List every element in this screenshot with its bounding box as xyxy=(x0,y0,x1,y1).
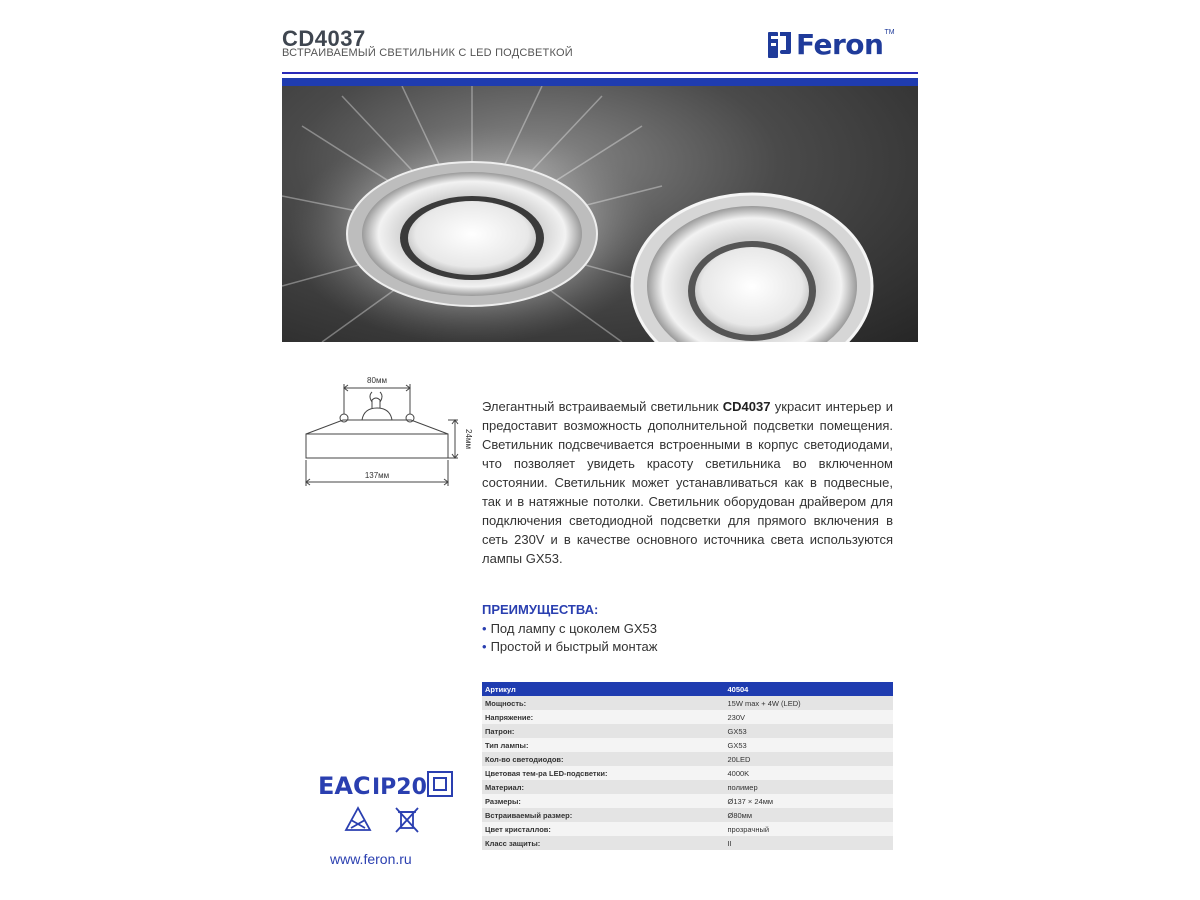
dimension-diagram xyxy=(298,372,473,497)
spec-label: Материал: xyxy=(482,780,688,794)
height-dimension-label: 24мм xyxy=(464,429,473,449)
brand-name: Feron xyxy=(796,28,884,61)
table-row xyxy=(482,822,893,836)
spec-value: II xyxy=(688,836,894,850)
spec-value: GX53 xyxy=(688,738,894,752)
spec-value: GX53 xyxy=(688,724,894,738)
spec-value: 4000K xyxy=(688,766,894,780)
bullet-icon: • xyxy=(482,639,487,654)
table-row xyxy=(482,794,893,808)
spec-label: Патрон: xyxy=(482,724,688,738)
spec-label: Класс защиты: xyxy=(482,836,688,850)
advantages-title: ПРЕИМУЩЕСТВА: xyxy=(482,602,599,617)
ip-rating: IP20 xyxy=(372,775,427,800)
bullet-icon: • xyxy=(482,621,487,636)
class-ii-icon xyxy=(428,772,452,796)
website-link[interactable]: www.feron.ru xyxy=(330,851,412,867)
lit-fixture xyxy=(282,86,662,342)
advantage-item xyxy=(482,639,657,654)
table-row xyxy=(482,752,893,766)
spec-label: Кол-во светодиодов: xyxy=(482,752,688,766)
spec-row-article xyxy=(482,682,893,696)
top-dimension-label: 80мм xyxy=(367,376,387,385)
table-row xyxy=(482,836,893,850)
feron-logo xyxy=(768,28,895,61)
table-row xyxy=(482,766,893,780)
eac-mark: ЕAC xyxy=(318,772,371,800)
spec-value: полимер xyxy=(688,780,894,794)
spec-value: 15W max + 4W (LED) xyxy=(688,696,894,710)
spec-value: 20LED xyxy=(688,752,894,766)
trademark-mark: TM xyxy=(884,29,895,36)
spec-label: Напряжение: xyxy=(482,710,688,724)
advantage-item xyxy=(482,621,657,636)
feron-logo-icon xyxy=(768,32,792,58)
spec-value: прозрачный xyxy=(688,822,894,836)
table-row xyxy=(482,710,893,724)
advantage-text: Простой и быстрый монтаж xyxy=(490,639,658,654)
description-body: украсит интерьер и предоставит возможность дополнительной подсветки помещения. Светильник подсвечивается встроенными в корпус светодиодами, что позволяет увидеть красоту светильника во включенном состоянии. Светильник может устанавливаться как в подвесные, так и в натяжные потолки. Светильник оборудован драйвером для подключения светодиодной подсветки для прямого включения в сеть 230V и в качестве основного источника света используются лампы GX53. xyxy=(482,399,893,566)
header-divider xyxy=(282,72,918,74)
description-model: CD4037 xyxy=(722,399,771,414)
spec-label: Цветовая тем-ра LED-подсветки: xyxy=(482,766,688,780)
product-subtitle: ВСТРАИВАЕМЫЙ СВЕТИЛЬНИК С LED ПОДСВЕТКОЙ xyxy=(282,47,573,59)
spec-label: Размеры: xyxy=(482,794,688,808)
table-row xyxy=(482,808,893,822)
flammable-surface-icon xyxy=(346,808,370,830)
spec-label: Артикул xyxy=(482,682,688,696)
certification-marks xyxy=(318,768,458,838)
spec-label: Встраиваемый размер: xyxy=(482,808,688,822)
model-title: CD4037 xyxy=(282,26,366,51)
unlit-fixture xyxy=(632,194,872,342)
table-row xyxy=(482,696,893,710)
spec-table xyxy=(482,682,893,850)
advantage-text: Под лампу с цоколем GX53 xyxy=(490,621,657,636)
product-description xyxy=(482,397,893,568)
spec-label: Мощность: xyxy=(482,696,688,710)
table-row xyxy=(482,724,893,738)
bottom-dimension-label: 137мм xyxy=(364,471,390,480)
header-blue-bar xyxy=(282,78,918,86)
weee-bin-icon xyxy=(396,808,418,832)
description-lead: Элегантный встраиваемый светильник xyxy=(482,399,723,414)
table-row xyxy=(482,780,893,794)
spec-label: Тип лампы: xyxy=(482,738,688,752)
product-photo xyxy=(282,86,918,342)
spec-label: Цвет кристаллов: xyxy=(482,822,688,836)
spec-value: Ø80мм xyxy=(688,808,894,822)
table-row xyxy=(482,738,893,752)
spec-value: 230V xyxy=(688,710,894,724)
spec-value: 40504 xyxy=(688,682,894,696)
spec-value: Ø137 × 24мм xyxy=(688,794,894,808)
